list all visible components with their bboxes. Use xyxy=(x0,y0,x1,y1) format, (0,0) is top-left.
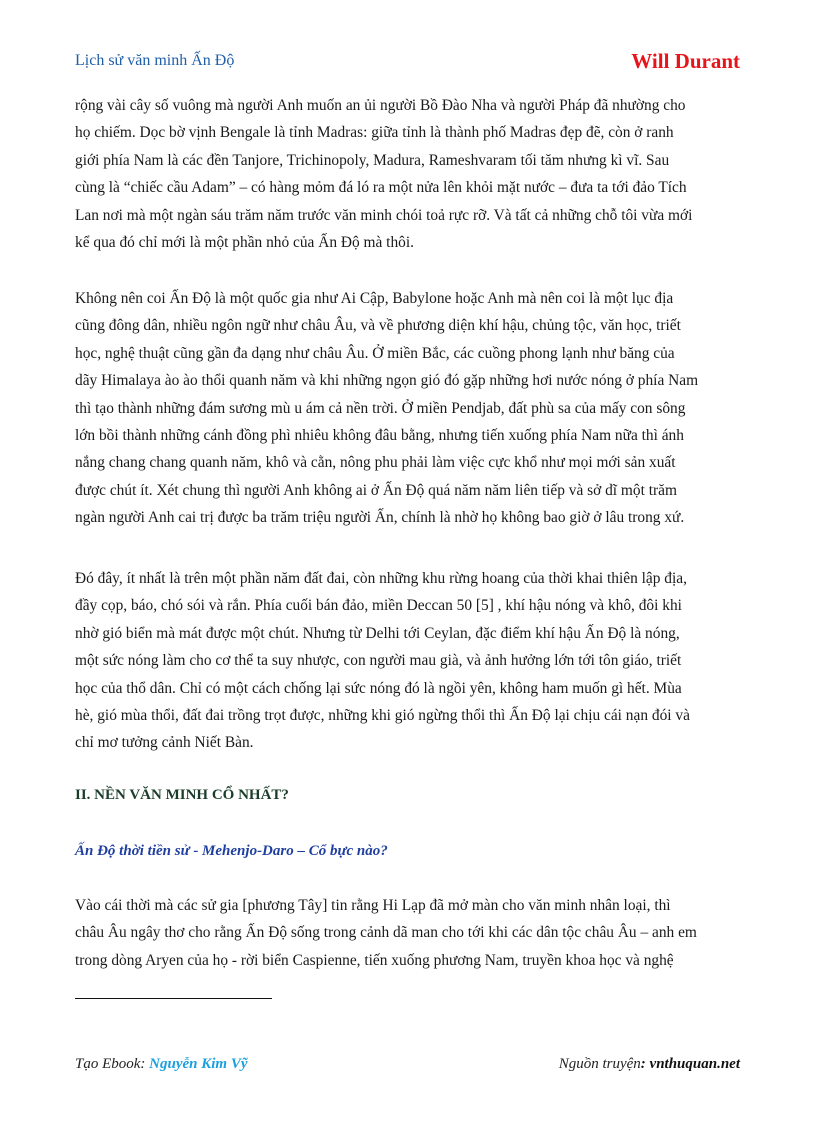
footnote-divider xyxy=(75,998,272,999)
footer-source-label: Nguồn truyện xyxy=(558,1056,641,1072)
footer-ebook-credit xyxy=(75,1056,248,1073)
footer-source-separator: : xyxy=(640,1056,650,1072)
text-line: nắng chang chang quanh năm, khô và cằn, nông phu phải làm việc cực khổ như mọi mới sản xuất xyxy=(75,454,676,472)
footer-source-site: vnthuquan.net xyxy=(649,1056,740,1072)
text-line: cùng là “chiếc cầu Adam” – có hàng mỏm đá ló ra một nửa lên khỏi mặt nước – đưa ta tới đảo Tích xyxy=(75,179,687,197)
text-line: giới phía Nam là các đền Tanjore, Trichinopoly, Madura, Rameshvaram tối tăm nhưng kì vĩ. Sau xyxy=(75,151,670,169)
paragraph-2 xyxy=(75,285,743,532)
paragraph-4 xyxy=(75,892,743,974)
text-line: nhờ gió biển mà mát được một chút. Nhưng từ Delhi tới Ceylan, đặc điểm khí hậu Ấn Độ là nóng, xyxy=(75,624,680,642)
footer-ebook-separator: : xyxy=(140,1056,150,1072)
subsection-heading: Ấn Độ thời tiền sử - Mehenjo-Daro – Cổ bực nào? xyxy=(75,843,388,859)
text-line: dãy Himalaya ào ào thổi quanh năm và khi những ngọn gió đó gặp những hơi nước nóng ở phía Nam xyxy=(75,372,699,390)
text-line: Vào cái thời mà các sử gia [phương Tây] tin rằng Hi Lạp đã mở màn cho văn minh nhân loại, thì xyxy=(75,897,671,914)
text-line: thì tạo thành những đám sương mù u ám cả nền trời. Ở miền Pendjab, đất phù sa của mấy con sông xyxy=(75,399,686,417)
text-line: được chút ít. Xét chung thì người Anh không ai ở Ấn Độ quá năm năm liên tiếp và sở dĩ một trăm xyxy=(75,481,677,499)
text-line: Đó đây, ít nhất là trên một phần năm đất đai, còn những khu rừng hoang của thời khai thiên lập địa, xyxy=(75,570,687,587)
author-name: Will Durant xyxy=(631,49,740,73)
text-line: Lan nơi mà một ngàn sáu trăm năm trước văn minh chói toả rực rỡ. Và tất cả những chỗ tôi vừa mới xyxy=(75,206,693,224)
text-line: hè, gió mùa thổi, đất đai trồng trọt được, những khi gió ngừng thổi thì Ấn Độ lại chịu cái nạn đói và xyxy=(75,707,690,725)
paragraph-3 xyxy=(75,565,743,757)
footer-ebook-label: Tạo Ebook xyxy=(75,1056,141,1072)
text-line: cũng đông dân, nhiều ngôn ngữ như châu Âu, và về phương diện khí hậu, chủng tộc, văn học, triết xyxy=(75,317,681,335)
footer-source-credit xyxy=(559,1056,740,1073)
text-line: học của thổ dân. Chỉ có một cách chống lại sức nóng đó là ngồi yên, không ham muốn gì hết. Mùa xyxy=(75,679,682,697)
text-line: rộng vài cây số vuông mà người Anh muốn an ủi người Bồ Đào Nha và người Pháp đã nhường cho xyxy=(75,97,686,114)
text-line: trong dòng Aryen của họ - rời biển Caspienne, tiến xuống phương Nam, truyền khoa học và nghệ xyxy=(75,951,674,969)
text-line: chỉ mơ tưởng cảnh Niết Bàn. xyxy=(75,734,254,752)
book-title: Lịch sử văn minh Ấn Độ xyxy=(75,52,235,69)
text-line: một sức nóng làm cho cơ thể ta suy nhược, con người mau già, và ảnh hưởng lớn tới tôn giáo, triết xyxy=(75,652,682,670)
paragraph-1 xyxy=(75,92,743,256)
text-line: đầy cọp, báo, chó sói và rắn. Phía cuối bán đảo, miền Deccan 50 [5] , khí hậu nóng và khô, đôi khi xyxy=(75,597,682,615)
text-line: châu Âu ngây thơ cho rằng Ấn Độ sống trong cảnh dã man cho tới khi các dân tộc châu Âu – anh em xyxy=(75,924,697,942)
section-heading: II. NỀN VĂN MINH CỔ NHẤT? xyxy=(75,787,289,803)
text-line: học, nghệ thuật cũng gần đa dạng như châu Âu. Ở miền Bắc, các cuồng phong lạnh như băng của xyxy=(75,344,675,362)
text-line: kể qua đó chỉ mới là một phần nhỏ của Ấn Độ mà thôi. xyxy=(75,234,414,252)
text-line: Không nên coi Ấn Độ là một quốc gia như Ai Cập, Babylone hoặc Anh mà nên coi là một lục địa xyxy=(75,290,674,307)
footer-ebook-author: Nguyễn Kim Vỹ xyxy=(149,1056,248,1072)
text-line: họ chiếm. Dọc bờ vịnh Bengale là tỉnh Madras: giữa tỉnh là thành phố Madras đẹp đẽ, còn ở ranh xyxy=(75,124,674,142)
text-line: lớn bồi thành những cánh đồng phì nhiêu không đâu bằng, nhưng tiến xuống phía Nam nữa thì ánh xyxy=(75,427,684,445)
text-line: ngàn người Anh cai trị được ba trăm triệu người Ấn, chính là nhờ họ không bao giờ ở lâu trong xứ. xyxy=(75,509,685,527)
